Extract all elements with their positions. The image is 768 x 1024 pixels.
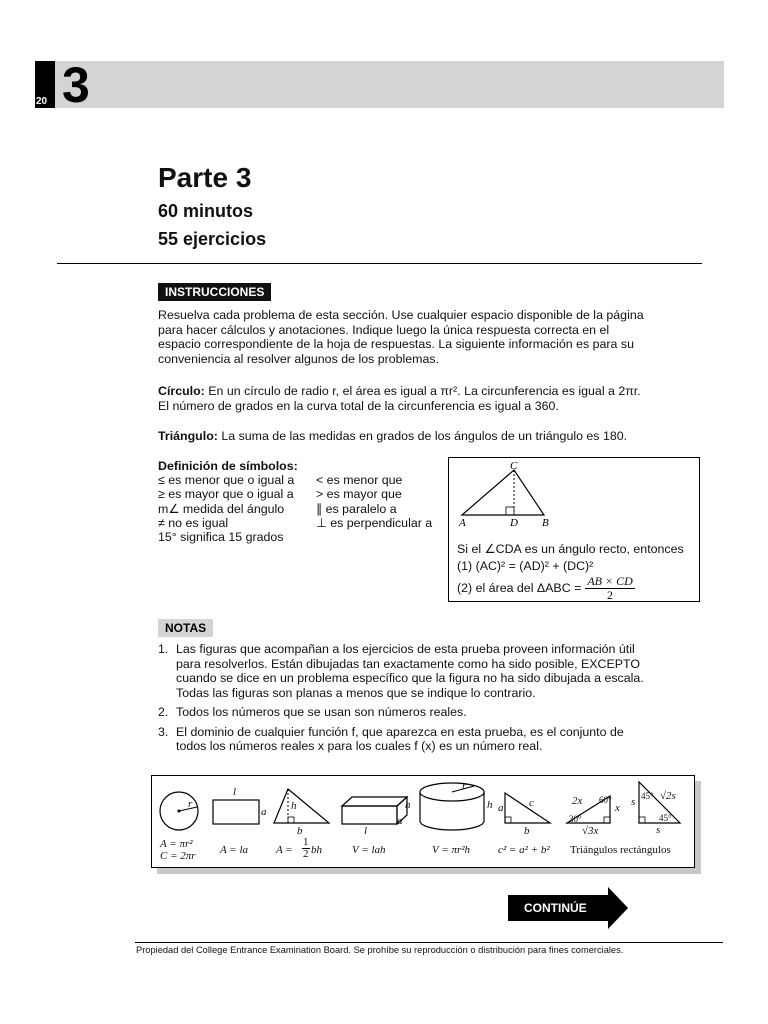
right-angle-mark [639,817,645,823]
symbol-def: ∥ es paralelo a [316,501,397,516]
duration: 60 minutos [158,201,254,221]
formula-pythagorean: c² = a² + b² [498,844,550,856]
label-x: x [615,802,620,814]
label-c: c [529,797,534,809]
notes-list [158,642,668,759]
label-45: 45° [641,791,654,801]
triangle-text: La suma de las medidas en grados de los ángulos de un triángulo es 180. [221,429,628,443]
condition-text: Si el ∠CDA es un ángulo recto, entonces [457,542,684,556]
label-root2s: √2s [660,790,676,802]
triangle-facts [158,429,678,444]
right-angle-mark [604,817,610,823]
formula-circle-area: A = πr² [160,838,193,850]
cylinder-bottom [420,821,484,830]
instructions-text [158,308,658,366]
label-a: a [397,815,403,827]
label-r: r [188,798,193,810]
circle-facts [158,384,678,413]
continue-label: CONTINÚE [524,901,587,915]
fraction-denominator: 2 [607,588,614,602]
vertex-c: C [510,460,518,472]
page-title: Parte 3 [158,162,252,193]
notes-label: NOTAS [158,619,213,637]
note-line: Todas las figuras son planas a menos que se indique lo contrario. [176,685,536,700]
label-45: 45° [659,813,672,823]
note-number: 3. [158,724,169,739]
right-angle-mark [506,507,514,515]
formula-tri-fraction [302,837,310,860]
section-header-bar [35,61,724,108]
symbol-def: > es mayor que [316,487,402,502]
note-number: 2. [158,705,169,719]
label-h: h [405,799,411,811]
note-line: cuando se dice en un problema específico que la figura no ha sido dibujada a escala. [176,671,644,685]
triangle-condition [457,541,697,602]
note-line: para resolverlos. Están dibujadas tan exactamente como ha sido posible, EXCEPTO [176,656,640,671]
symbols-column-1 [158,473,318,544]
formula-rect-area: A = la [220,844,248,856]
symbol-def: ≠ no es igual [158,515,229,530]
symbol-def: m∠ medida del ángulo [158,501,285,516]
label-root3x: √3x [582,825,599,837]
label-l: l [233,786,237,798]
symbol-def: ⊥ es perpendicular a [316,515,433,530]
note-item [158,642,668,700]
area-prefix: (2) el área del ΔABC = [457,581,582,595]
label-l: l [364,825,368,837]
instructions-line: espacio correspondiente de la hoja de respuestas. La siguiente información es para su [158,337,634,351]
label-b: b [297,825,303,837]
area-fraction [585,575,634,602]
section-number: 3 [62,57,90,113]
formula-circumference: C = 2πr [160,850,196,862]
note-item [158,725,668,754]
exercise-count: 55 ejercicios [158,229,267,249]
right-triangle-figure [505,793,550,823]
label-a: a [498,802,504,814]
vertex-d: D [510,517,518,529]
special-triangles-label: Triángulos rectángulos [570,844,671,856]
page-number: 20 [36,96,48,107]
vertex-b: B [542,517,549,529]
formula-box-volume: V = lah [352,844,386,856]
note-line: todos los números reales x para los cuales f (x) es un número real. [176,739,543,753]
circle-line2: El número de grados en la curva total de la circunferencia es igual a 360. [158,398,559,413]
reference-formulas-box [151,775,695,868]
formula-tri-area-prefix: A = [276,844,293,856]
label-60: 60° [599,795,612,805]
box-front [342,806,397,824]
symbols-column-2 [316,473,446,530]
right-angle-mark [288,817,294,823]
fraction-numerator: 1 [303,836,309,848]
note-number: 1. [158,642,169,656]
label-30: 30° [569,814,582,824]
continue-arrow [508,887,630,929]
box-top [342,797,407,806]
note-line: El dominio de cualquier función f, que aparezca en esta prueba, es el conjunto de [176,724,624,739]
note-line: Todos los números que se usan son números reales. [176,705,467,719]
vertex-a: A [459,517,466,529]
footer-divider [135,942,723,943]
triangle-abc [462,470,544,515]
note-line: Las figuras que acompañan a los ejercicios de esta prueba proveen información útil [176,642,635,656]
instructions-line: para hacer cálculos y anotaciones. Indique luego la única respuesta correcta en el [158,322,610,337]
symbol-def: 15° significa 15 grados [158,530,284,545]
label-h: h [291,800,297,812]
symbol-def: ≥ es mayor que o igual a [158,487,294,502]
instructions-label: INSTRUCCIONES [158,283,271,301]
triangle-diagram [449,458,699,538]
symbols-heading: Definición de símbolos: [158,459,298,473]
label-b: b [524,825,530,837]
symbol-def: ≤ es menor que o igual a [158,473,295,487]
area-line [457,575,697,602]
formula-tri-area-suffix: bh [311,844,322,856]
formula-cylinder-volume: V = πr²h [432,844,471,856]
note-item [158,705,668,720]
footer-text: Propiedad del College Entrance Examination Board. Se prohíbe su reproducción o distribución para fines comerciales. [136,945,624,955]
divider [57,263,702,264]
label-s: s [656,824,661,836]
label-r: r [462,780,467,792]
rectangle-figure [213,800,259,824]
fraction-denominator: 2 [303,848,309,860]
instructions-line: conveniencia al resolver algunos de los problemas. [158,351,440,366]
fraction-numerator: AB × CD [587,574,633,588]
instructions-line: Resuelva cada problema de esta sección. Use cualquier espacio disponible de la página [158,308,644,322]
label-a: a [261,806,267,818]
circle-heading: Círculo: [158,384,205,398]
right-angle-mark [505,817,511,823]
pythagorean-line: (1) (AC)² = (AD)² + (DC)² [457,559,594,573]
label-2x: 2x [572,795,583,807]
label-s: s [631,796,636,808]
triangle-heading: Triángulo: [158,429,218,443]
circle-center [178,810,181,813]
triangle-figure [274,789,329,823]
label-h: h [487,799,493,811]
symbol-def: < es menor que [316,473,403,487]
circle-line1: En un círculo de radio r, el área es igual a πr². La circunferencia es igual a 2πr. [208,384,641,398]
